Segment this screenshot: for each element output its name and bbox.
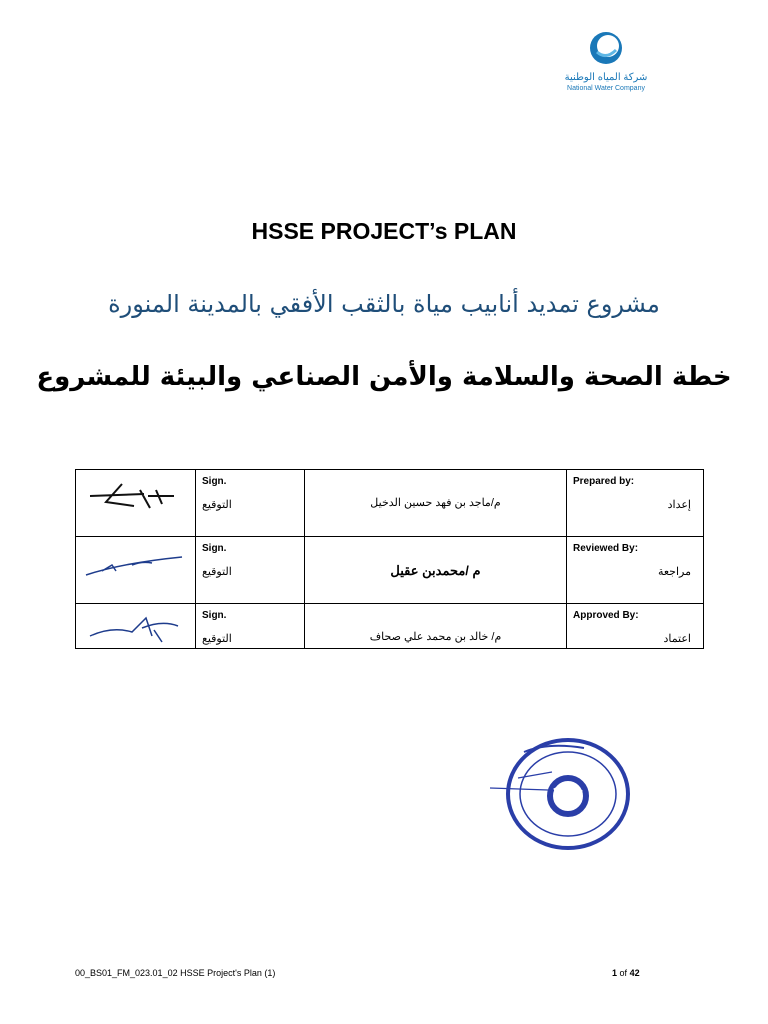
page-total: 42 — [629, 968, 640, 978]
sign-label-arabic: التوقيع — [202, 633, 232, 645]
sign-label-arabic: التوقيع — [202, 499, 232, 511]
role-cell — [567, 470, 704, 537]
approval-row-prepared — [76, 470, 704, 537]
reviewer-name: م /محمدبن عقيل — [390, 563, 481, 578]
footer-file-name: 00_BS01_FM_023.01_02 HSSE Project's Plan (1) — [75, 968, 276, 978]
role-label: Reviewed By: — [573, 543, 639, 554]
project-subtitle: مشروع تمديد أنابيب مياة بالثقب الأفقي بالمدينة المنورة — [108, 290, 660, 318]
company-logo — [556, 30, 656, 100]
footer-page-number — [612, 968, 640, 978]
signature-image — [82, 610, 186, 646]
role-label: Approved By: — [573, 610, 639, 621]
role-label-arabic: إعداد — [667, 499, 691, 511]
company-name-english: National Water Company — [567, 85, 645, 92]
approval-row-reviewed — [76, 537, 704, 604]
sign-label-cell — [196, 470, 305, 537]
sign-label-cell — [196, 537, 305, 604]
water-drop-logo-icon — [588, 30, 624, 66]
approver-name: م/ خالد بن محمد علي صحاف — [369, 631, 502, 643]
signature-cell — [76, 470, 196, 537]
signature-cell — [76, 537, 196, 604]
signature-image — [82, 543, 186, 583]
sign-label-arabic: التوقيع — [202, 566, 232, 578]
signature-image — [82, 476, 186, 516]
sign-label: Sign. — [202, 610, 227, 621]
company-name-arabic: شركة المياه الوطنية — [564, 72, 648, 83]
name-cell — [305, 537, 567, 604]
name-cell — [305, 470, 567, 537]
sign-label: Sign. — [202, 476, 227, 487]
role-label-arabic: مراجعة — [657, 566, 691, 578]
sign-label: Sign. — [202, 543, 227, 554]
sign-label-cell — [196, 604, 305, 649]
name-cell — [305, 604, 567, 649]
signature-cell — [76, 604, 196, 649]
approval-row-approved — [76, 604, 704, 649]
role-label: Prepared by: — [573, 476, 635, 487]
preparer-name: م/ماجد بن فهد حسين الدخيل — [370, 497, 501, 509]
approval-table — [75, 469, 704, 649]
company-stamp — [488, 732, 638, 852]
role-cell — [567, 604, 704, 649]
plan-subtitle: خطة الصحة والسلامة والأمن الصناعي والبيئة للمشروع — [36, 362, 732, 392]
role-label-arabic: اعتماد — [663, 633, 691, 645]
document-title: HSSE PROJECT’s PLAN — [251, 218, 517, 244]
page-of: of — [619, 968, 628, 978]
role-cell — [567, 537, 704, 604]
page-current: 1 — [612, 968, 618, 978]
